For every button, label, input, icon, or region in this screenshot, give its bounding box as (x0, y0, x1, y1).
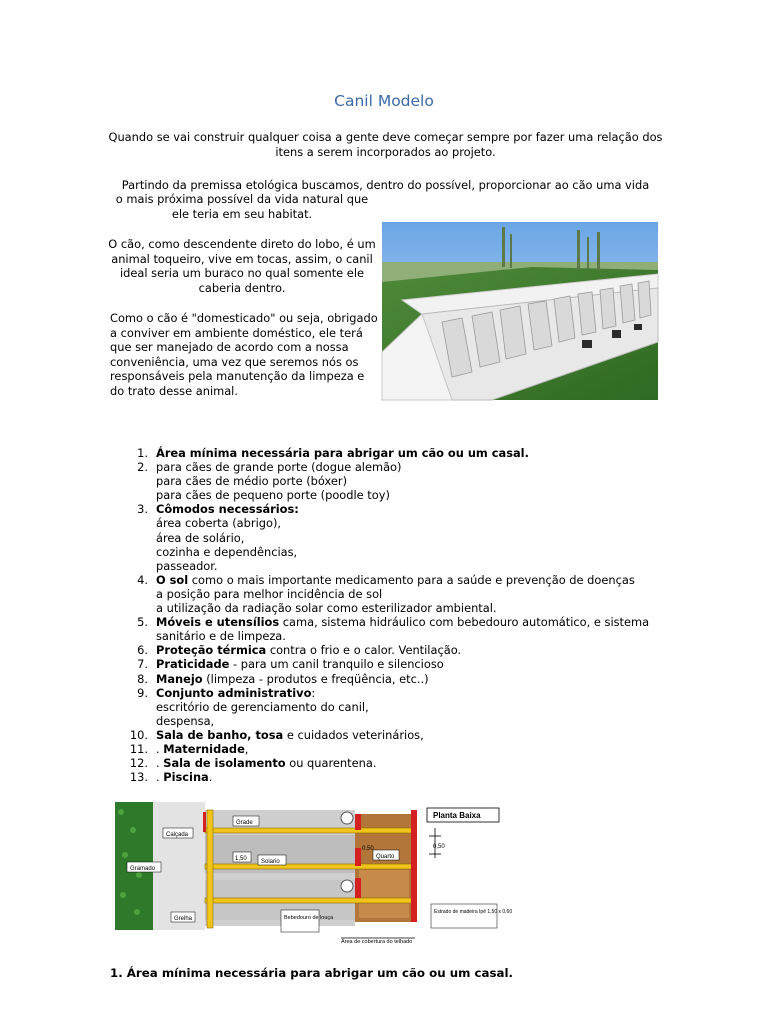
premise-paragraph-rest: o mais próxima possível da vida natural que ele teria em seu habitat. (115, 192, 369, 221)
list-item: 9. Conjunto administrativo: escritório de gerenciamento do canil, despensa, (137, 685, 369, 728)
label-quarto: Quarto (376, 854, 395, 860)
section-heading: 1. Área mínima necessária para abrigar um cão ou um casal. (110, 966, 513, 980)
list-item: 12. . Sala de isolamento ou quarentena. (129, 756, 377, 771)
wolf-paragraph: O cão, como descendente direto do lobo, é um animal toqueiro, vive em tocas, assim, o canil ideal seria um buraco no qual somente ele caberia dentro. (108, 237, 376, 295)
requirements-list (120, 446, 680, 784)
list-item: 7. Praticidade - para um canil tranquilo e silencioso (137, 657, 444, 672)
list-item: 2. para cães de grande porte (dogue alemão) para cães de médio porte (bóxer) para cães de pequeno porte (poodle toy) (137, 460, 402, 503)
intro-paragraph: Quando se vai construir qualquer coisa a gente deve começar sempre por fazer uma relação dos itens a serem incorporados ao projeto. (108, 130, 663, 159)
premise-paragraph-line1: Partindo da premissa etológica buscamos, dentro do possível, proporcionar ao cão uma vida (121, 178, 650, 192)
list-item: 10. Sala de banho, tosa e cuidados veterinários, (129, 727, 424, 742)
list-item: 11. . Maternidade, (129, 741, 249, 756)
label-grelha: Grelha (174, 916, 193, 922)
page-title: Canil Modelo (334, 92, 434, 110)
list-item: 6. Proteção térmica contra o frio e o calor. Ventilação. (137, 643, 462, 658)
list-item: 8. Manejo (limpeza - produtos e freqüência, etc..) (137, 671, 429, 686)
label-dim050: 0,50 (362, 846, 374, 852)
label-estrado: Estrado de madeira Ipê 1,50 x 0,60 (434, 909, 513, 915)
list-item: 5. Móveis e utensílios cama, sistema hidráulico com bebedouro automático, e sistema sanitário e de limpeza. (137, 615, 650, 644)
label-cobertura: Área de cobertura do telhado (341, 939, 413, 945)
list-item: 1. Área mínima necessária para abrigar um cão ou um casal. (137, 446, 529, 460)
plan-title: Planta Baixa (433, 811, 481, 820)
floor-plan-diagram (115, 800, 513, 950)
label-solario: Solario (261, 859, 280, 865)
label-bebedouro: Bebedouro de louça (284, 915, 334, 921)
domesticated-paragraph: Como o cão é "domesticado" ou seja, obrigado a conviver em ambiente doméstico, ele terá que ser manejado de acordo com a nossa conveniência, uma vez que seremos nós os responsáveis pela manutenção da limpeza e do trato desse animal. (110, 311, 378, 398)
list-item: 3. Cômodos necessários: área coberta (abrigo), área de solário, cozinha e dependências, passeador. (137, 502, 299, 573)
label-dim050b: 0,50 (433, 844, 445, 850)
label-dim150: 1,50 (235, 856, 247, 862)
label-gramado: Gramado (130, 866, 156, 872)
list-item: 13. . Piscina. (129, 770, 213, 785)
kennel-photo (382, 222, 658, 400)
label-calcada: Calçada (166, 832, 189, 838)
list-item: 4. O sol como o mais importante medicamento para a saúde e prevenção de doenças a posição para melhor incidência de sol a utilização da radiação solar como esterilizador ambiental. (137, 572, 635, 616)
label-grade: Grade (236, 820, 253, 826)
